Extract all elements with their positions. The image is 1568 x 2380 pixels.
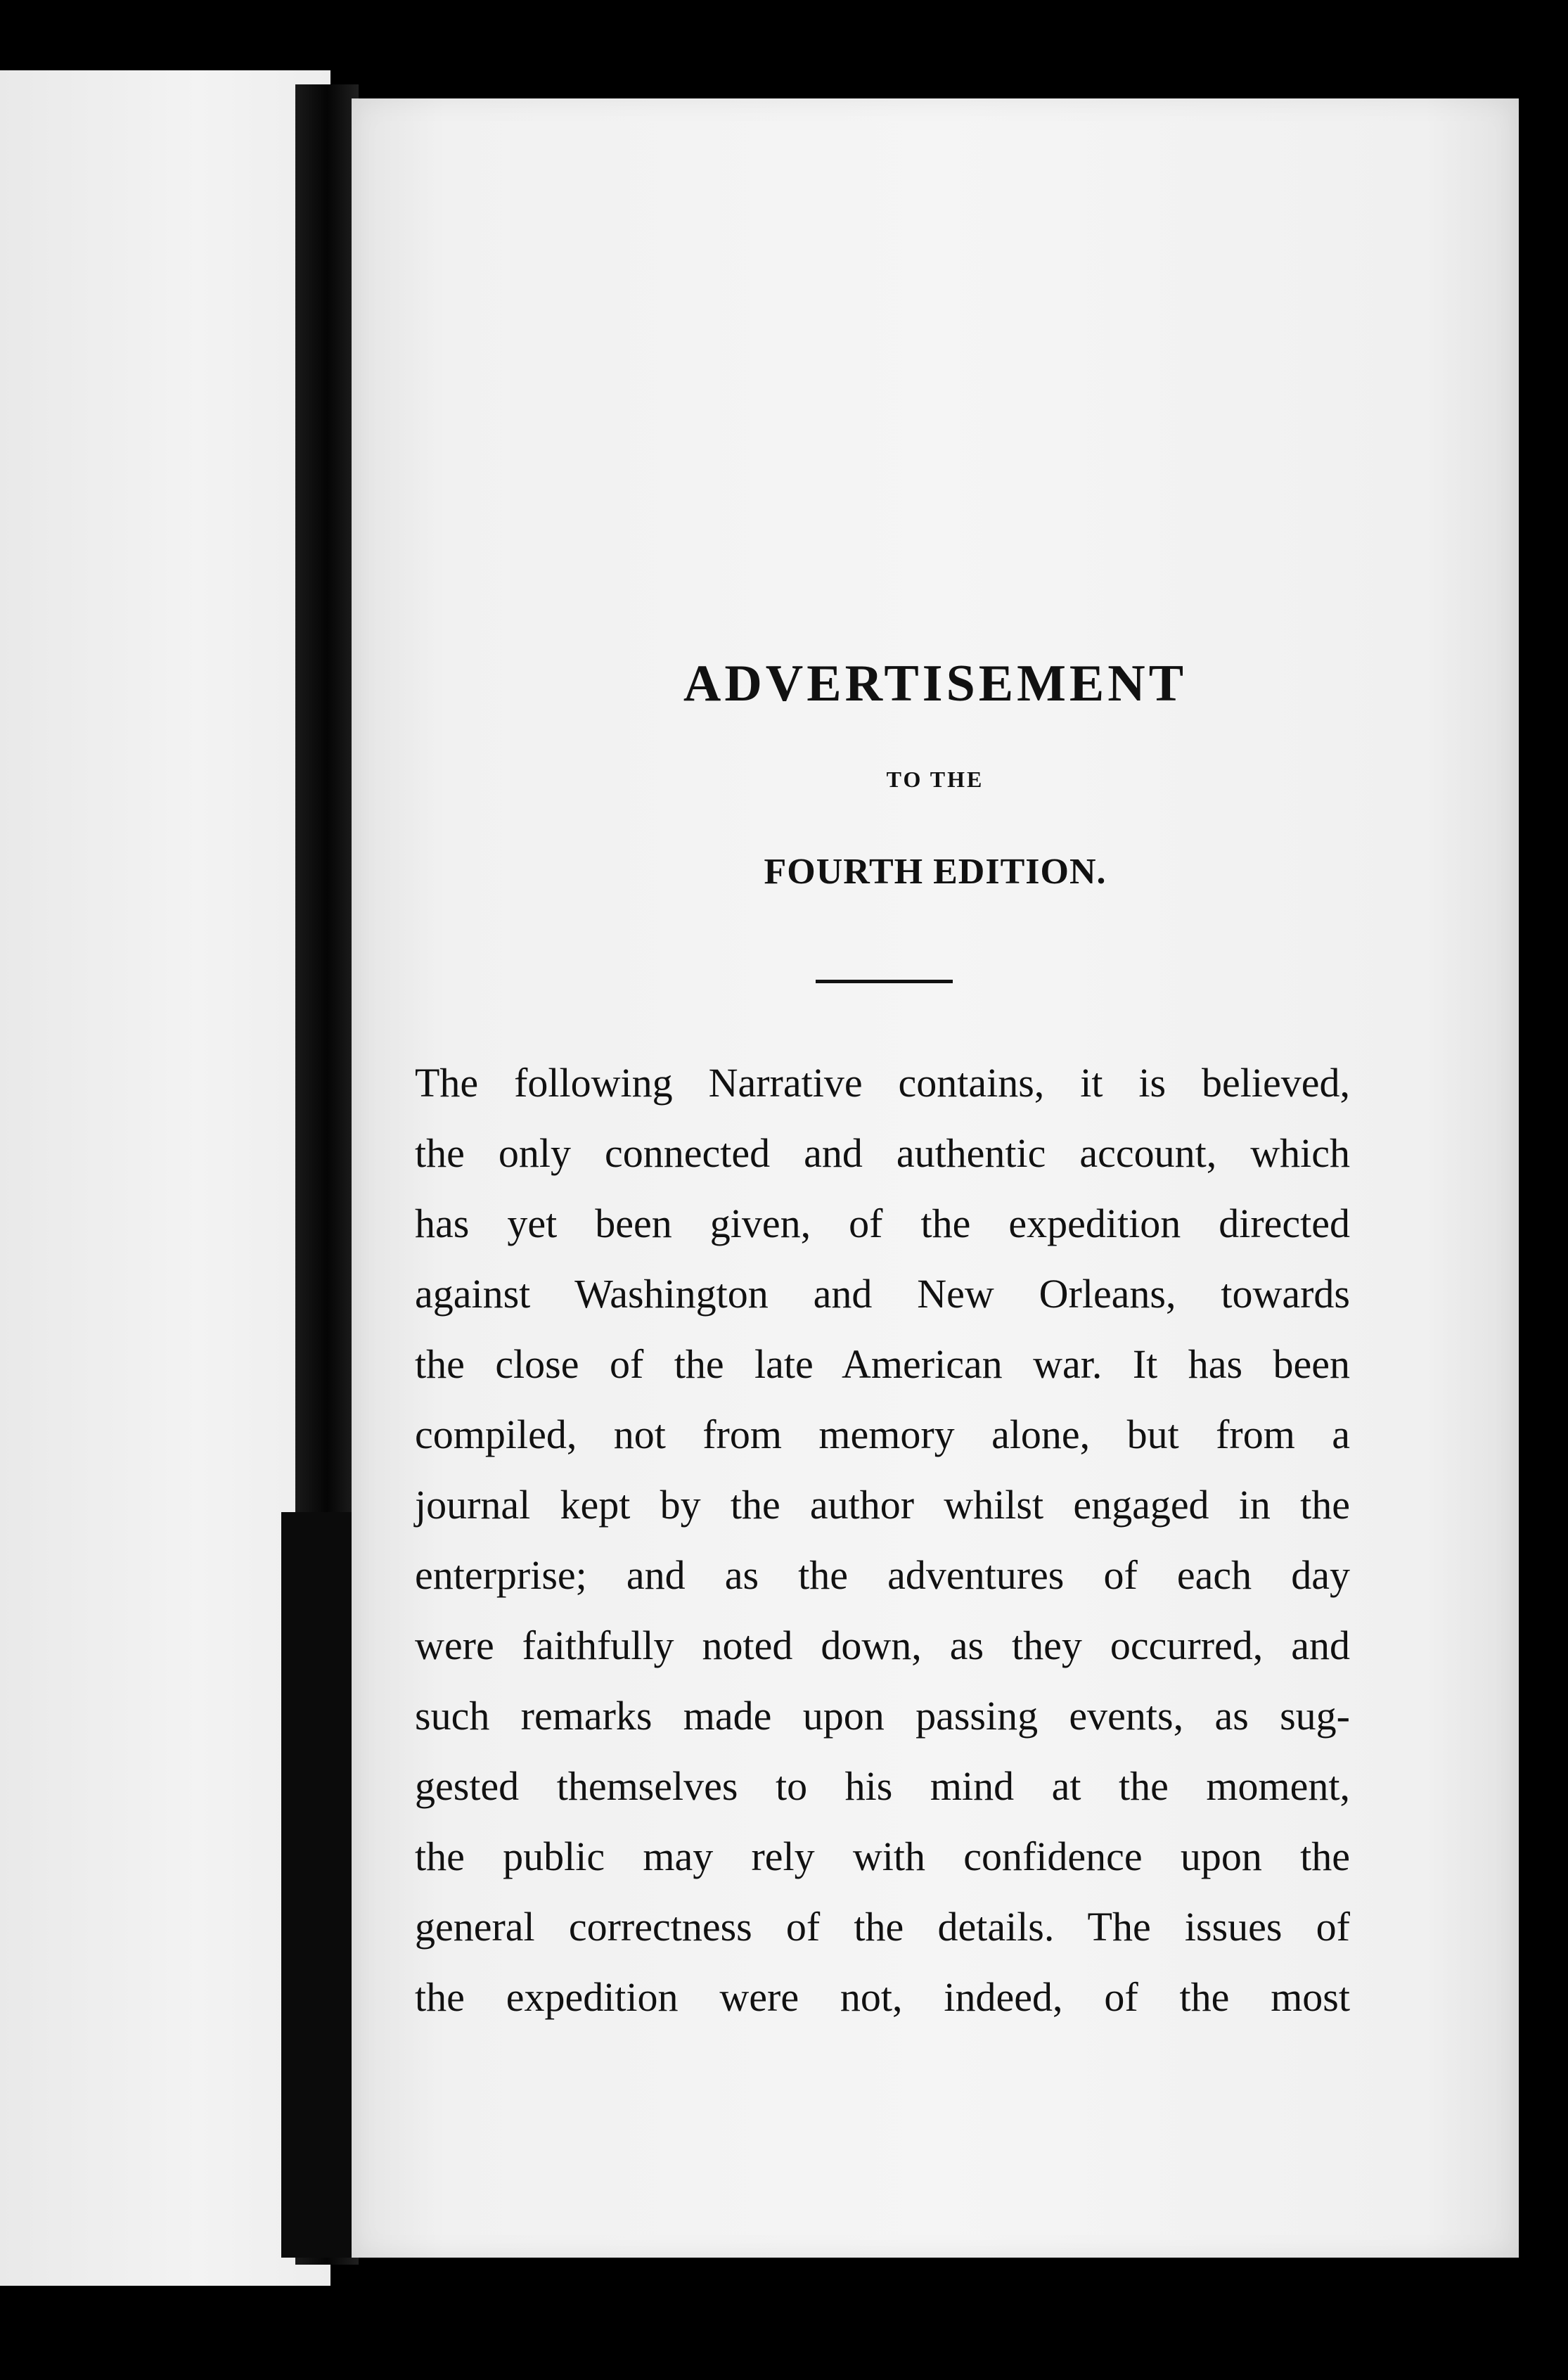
text-line-6: compiled, not from memory alone, but from a bbox=[415, 1412, 1350, 1457]
text-line-1: The following Narrative contains, it is believed, bbox=[415, 1060, 1350, 1106]
text-line-3: has yet been given, of the expedition directed bbox=[415, 1201, 1350, 1246]
text-line-9: were faithfully noted down, as they occurred, and bbox=[415, 1623, 1350, 1668]
text-line-5: the close of the late American war. It has been bbox=[415, 1341, 1350, 1387]
text-line-10: such remarks made upon passing events, as sug- bbox=[415, 1693, 1350, 1739]
text-line-7: journal kept by the author whilst engaged in the bbox=[415, 1482, 1350, 1528]
text-line-8: enterprise; and as the adventures of each day bbox=[415, 1552, 1350, 1598]
edition-heading: FOURTH EDITION. bbox=[764, 852, 1107, 892]
advertisement-text bbox=[415, 1048, 1350, 2033]
page-title: ADVERTISEMENT bbox=[683, 655, 1188, 712]
text-line-2: the only connected and authentic account, which bbox=[415, 1130, 1350, 1176]
text-line-14: the expedition were not, indeed, of the most bbox=[415, 1974, 1350, 2020]
text-line-13: general correctness of the details. The issues of bbox=[415, 1904, 1350, 1950]
text-line-12: the public may rely with confidence upon the bbox=[415, 1834, 1350, 1879]
heading-divider bbox=[816, 980, 953, 983]
page-subtitle: TO THE bbox=[886, 767, 984, 792]
text-line-11: gested themselves to his mind at the moment, bbox=[415, 1763, 1350, 1809]
text-line-4: against Washington and New Orleans, towards bbox=[415, 1271, 1350, 1317]
